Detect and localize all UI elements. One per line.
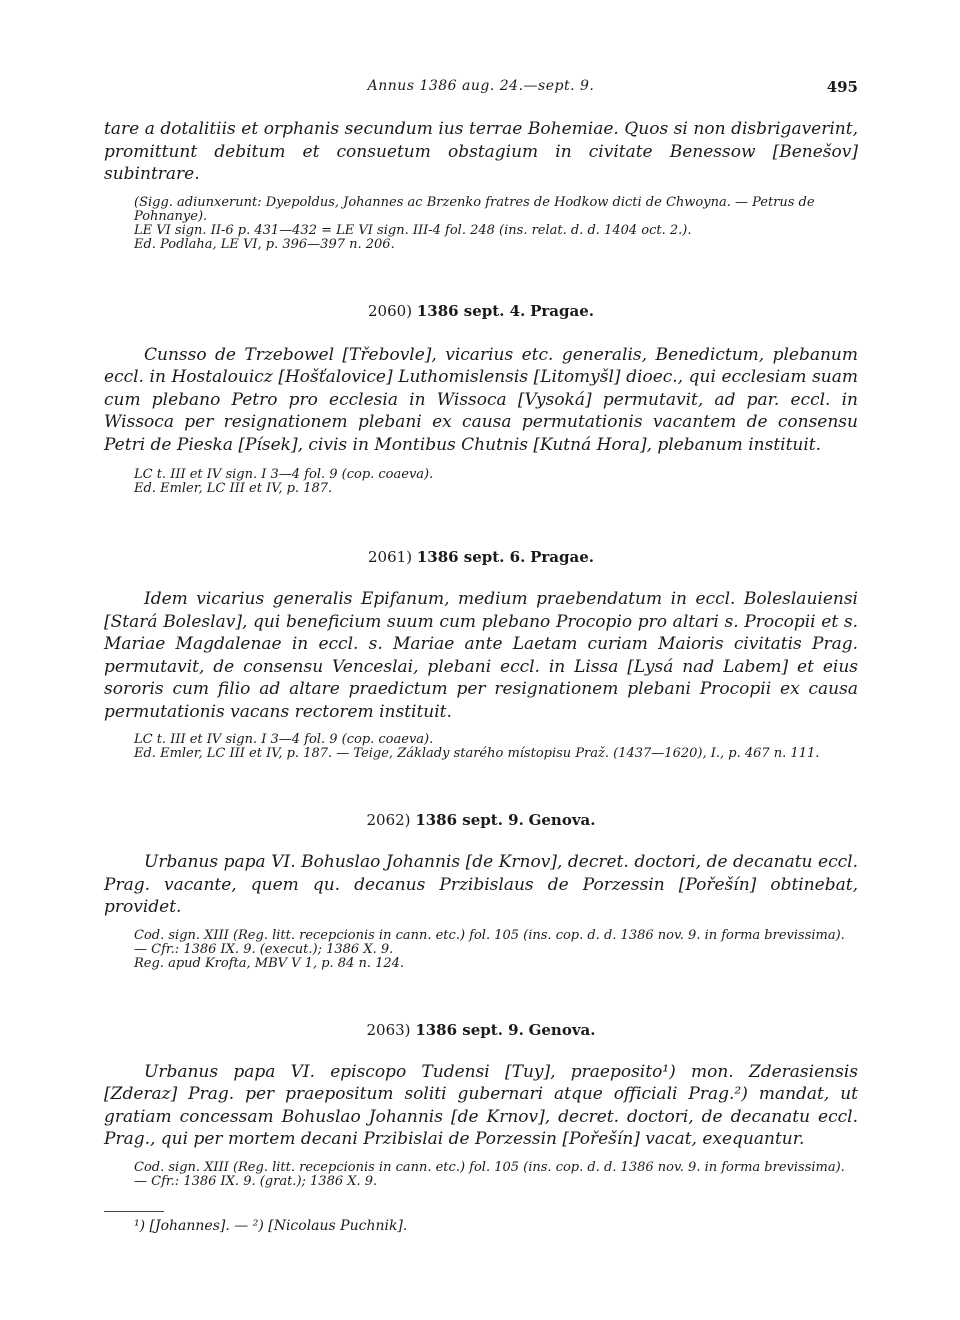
entry-date: 1386 sept. 9. [415,1020,524,1039]
entry-text: Idem vicarius generalis Epifanum, medium praebendatum in eccl. Boleslauiensi [Stará Boleslav], qui beneficium suum cum plebano Procopio pro altari s. Procopii et s. Mariae Magdalenae in eccl. s. Mariae ante Laetam curiam Maioris civitatis Prag. permutavit, de consensu Venceslai, plebani eccl. in Lissa [Lysá nad Labem] et eius sororis cum filio ad altare praedictum per resignationem plebani Procopii ex causa permutationis vacans rectorem instituit. [104,589,858,722]
entry-number: 2061) [368,548,413,566]
note: Cod. sign. XIII (Reg. litt. recepcionis in cann. etc.) fol. 105 (ins. cop. d. d. 1386 nov. 9. in forma brevissima). — Cfr.: 1386 IX. 9. (execut.); 1386 X. 9. [134,927,845,957]
entry-place: Genova. [528,811,596,829]
entry-heading [104,1021,858,1039]
entry-date: 1386 sept. 6. [416,548,526,566]
page [104,78,858,1234]
note: Ed. Podlaha, LE VI, p. 396—397 n. 206. [134,236,395,252]
entry-text: Cunsso de Trzebowel [Třebovle], vicarius etc. generalis, Benedictum, plebanum eccl. in Hostalouicz [Hošťalovice] Luthomislensis [Litomyšl] dioec., qui ecclesiam suam cum plebano Petro pro ecclesia in Wissoca [Vysoká] permutavit, ad par. eccl. in Wissoca per resignationem plebani ex causa permutationis vacantem de consensu Petri de Pieska [Písek], civis in Montibus Chutnis [Kutná Hora], plebanum instituit. [104,344,858,455]
note: Cod. sign. XIII (Reg. litt. recepcionis in cann. etc.) fol. 105 (ins. cop. d. d. 1386 nov. 9. in forma brevissima). — Cfr.: 1386 IX. 9. (grat.); 1386 X. 9. [134,1159,845,1189]
entry-date: 1386 sept. 4. [416,301,526,320]
note: LC t. III et IV sign. I 3—4 fol. 9 (cop. coaeva). [134,732,434,747]
entry-number: 2060) [368,301,413,320]
page-number: 495 [826,78,858,96]
entry-number: 2063) [366,1020,411,1039]
entry-notes [104,1161,858,1189]
entry-place: Pragae. [530,548,594,566]
entry-text: Urbanus papa VI. Bohuslao Johannis [de Krnov], decret. doctori, de decanatu eccl. Prag. vacante, quem qu. decanus Przibislaus de Porzessin [Pořešín] obtinebat, providet. [104,852,858,917]
entry-notes [104,733,858,761]
running-title: Annus 1386 aug. 24.—sept. 9. [367,78,595,94]
entry-notes [104,468,858,496]
entry-date: 1386 sept. 9. [415,811,524,829]
entry-heading [104,811,858,829]
entry-place: Genova. [528,1020,596,1039]
note: Ed. Emler, LC III et IV, p. 187. — Teige, Základy starého místopisu Praž. (1437—1620), I., p. 467 n. 111. [134,746,820,761]
entry-text: Urbanus papa VI. episcopo Tudensi [Tuy], praeposito¹) mon. Zderasiensis [Zderaz] Prag. per praepositum soliti gubernari atque officiali Prag.²) mandat, ut gratiam concessam Bohuslao Johannis [de Krnov], decret. doctori, de decanatu eccl. Prag., qui per mortem decani Przibislai de Porzessin [Pořešín] vacat, exequantur. [104,1061,858,1149]
entry-heading [104,548,858,566]
running-header [104,78,858,100]
continuation-notes [104,196,858,252]
note: (Sigg. adiunxerunt: Dyepoldus, Johannes ac Brzenko fratres de Hodkow dicti de Chwoyna. — Petrus de Pohnanye). [134,194,815,224]
entry-notes [104,929,858,971]
note: Reg. apud Krofta, MBV V 1, p. 84 n. 124. [134,955,405,971]
footnote: ¹) [Johannes]. — ²) [Nicolaus Puchnik]. [134,1217,408,1234]
entry-heading [104,302,858,320]
entry-place: Pragae. [530,301,594,320]
entry-number: 2062) [366,811,411,829]
continuation-text: tare a dotalitiis et orphanis secundum ius terrae Bohemiae. Quos si non disbrigaverint, promittunt debitum et consuetum obstagium in civitate Benessow [Benešov] subintrare. [104,119,858,184]
note: LE VI sign. II-6 p. 431—432 = LE VI sign. III-4 fol. 248 (ins. relat. d. d. 1404 oct. 2.). [134,222,692,238]
note: Ed. Emler, LC III et IV, p. 187. [134,481,333,496]
note: LC t. III et IV sign. I 3—4 fol. 9 (cop. coaeva). [134,467,434,482]
